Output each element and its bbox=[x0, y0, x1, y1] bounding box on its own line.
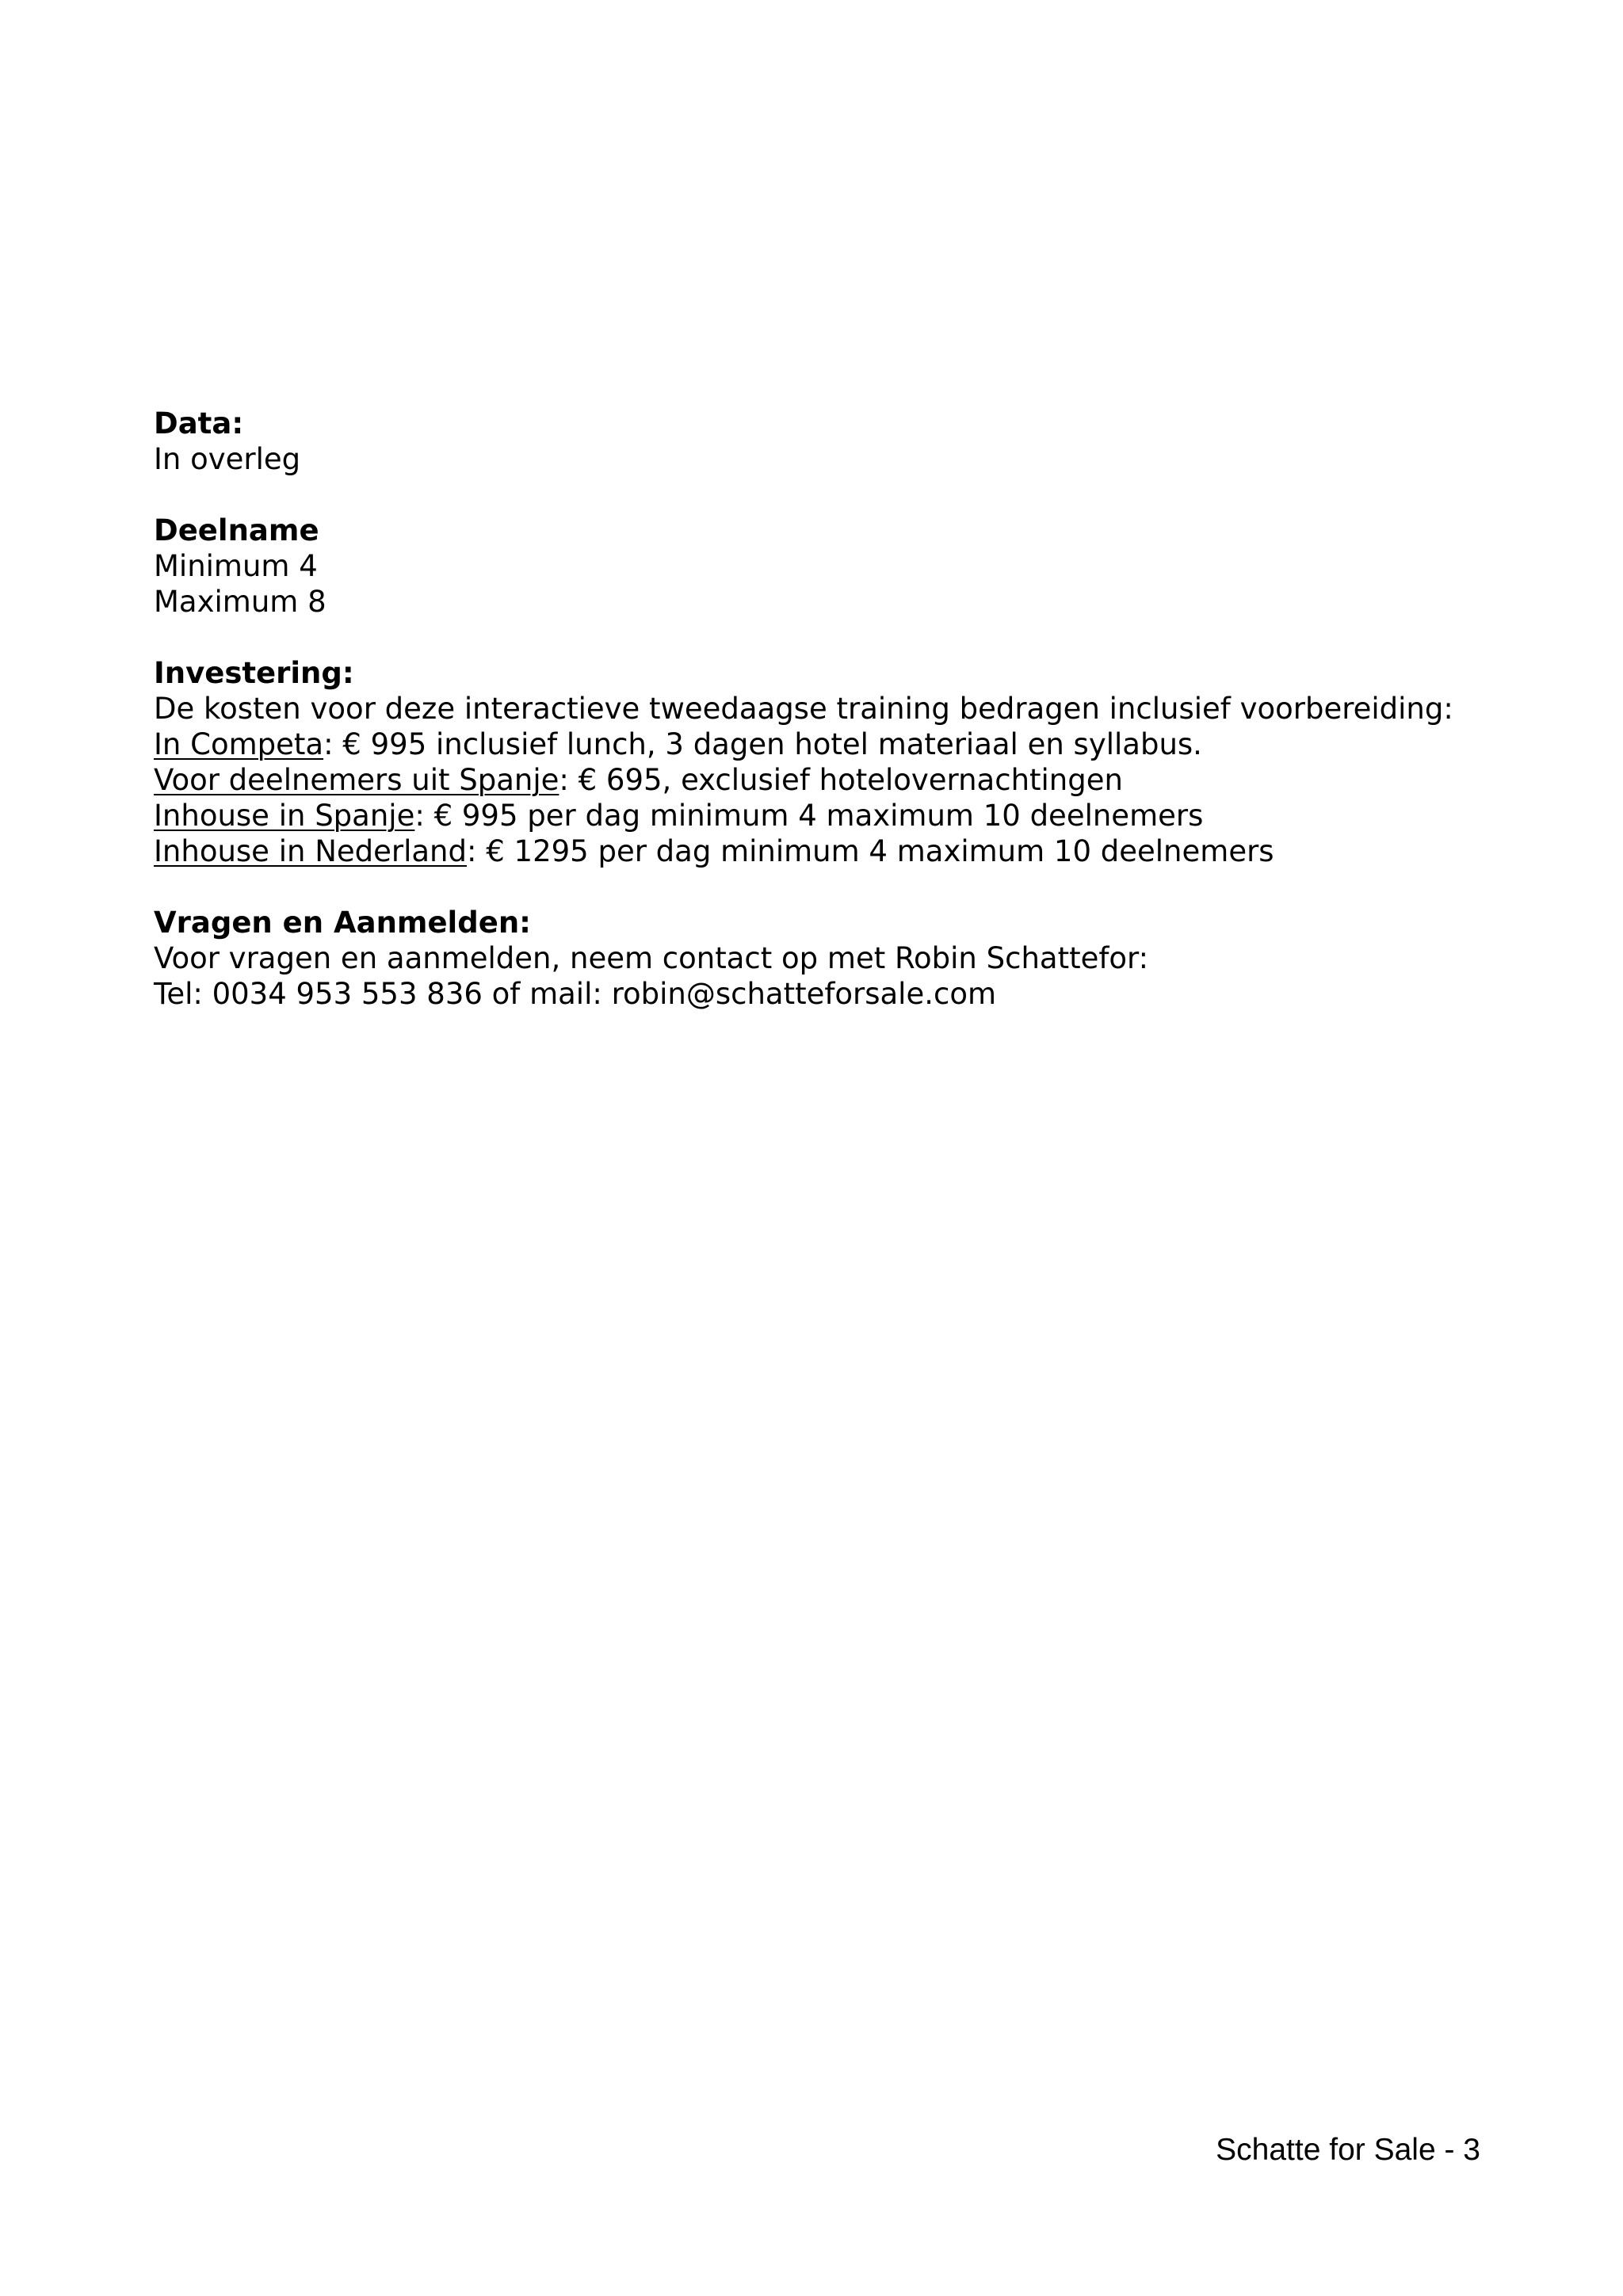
section-contact bbox=[154, 905, 1501, 1012]
price-item-text: : € 695, exclusief hotelovernachtingen bbox=[559, 763, 1123, 797]
deelname-minimum: Minimum 4 bbox=[154, 549, 318, 583]
section-investering bbox=[154, 655, 1501, 869]
heading-investering: Investering: bbox=[154, 656, 354, 690]
contact-intro: Voor vragen en aanmelden, neem contact op met Robin Schattefor: bbox=[154, 941, 1149, 975]
price-item-label: Voor deelnemers uit Spanje bbox=[154, 763, 559, 797]
section-deelname bbox=[154, 513, 1501, 620]
price-item-text: : € 995 per dag minimum 4 maximum 10 deelnemers bbox=[414, 799, 1204, 833]
price-item-text: : € 1295 per dag minimum 4 maximum 10 deelnemers bbox=[467, 834, 1274, 868]
page-footer: Schatte for Sale - 3 bbox=[1216, 2133, 1480, 2167]
price-item-label: Inhouse in Nederland bbox=[154, 834, 467, 868]
price-item bbox=[154, 833, 1501, 869]
document-body bbox=[154, 406, 1501, 1047]
price-item-label: In Competa bbox=[154, 727, 324, 761]
price-item-text: : € 995 inclusief lunch, 3 dagen hotel materiaal en syllabus. bbox=[323, 727, 1202, 761]
price-item bbox=[154, 762, 1501, 798]
data-value: In overleg bbox=[154, 442, 301, 476]
heading-data: Data: bbox=[154, 406, 244, 441]
investering-intro: De kosten voor deze interactieve tweedaagse training bedragen inclusief voorbereiding: bbox=[154, 692, 1453, 726]
deelname-maximum: Maximum 8 bbox=[154, 585, 327, 619]
price-item bbox=[154, 727, 1501, 762]
heading-deelname: Deelname bbox=[154, 513, 319, 547]
section-data bbox=[154, 406, 1501, 477]
contact-details: Tel: 0034 953 553 836 of mail: robin@schatteforsale.com bbox=[154, 977, 997, 1011]
price-item bbox=[154, 798, 1501, 833]
heading-contact: Vragen en Aanmelden: bbox=[154, 906, 531, 940]
price-item-label: Inhouse in Spanje bbox=[154, 799, 415, 833]
